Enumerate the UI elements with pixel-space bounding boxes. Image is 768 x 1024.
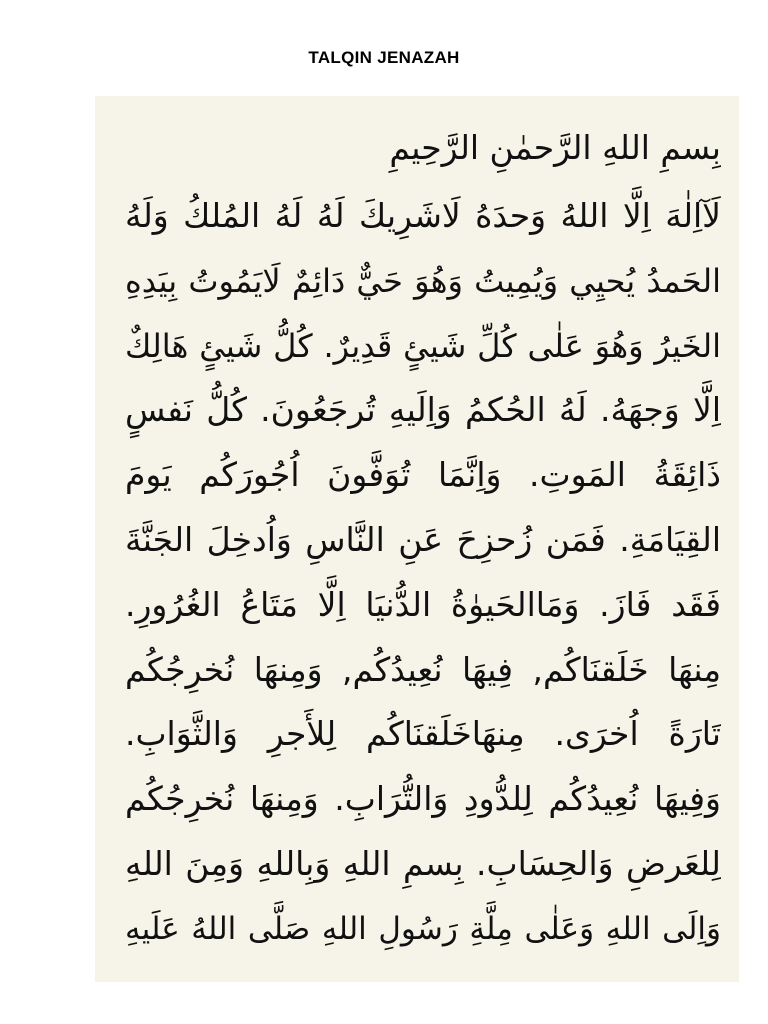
- text-line: فَقَد فَازَ. وَمَاالحَيوٰةُ الدُّنيَا اِلَّا مَتَاعُ الغُرُورِ.: [125, 584, 721, 624]
- text-line: الحَمدُ يُحيِي وَيُمِيتُ وَهُوَ حَيٌّ دَائِمٌ لَايَمُوتُ بِيَدِهِ: [125, 261, 721, 300]
- text-line: لَآاِلٰهَ اِلَّا اللهُ وَحدَهُ لَاشَرِيكَ لَهُ لَهُ المُلكُ وَلَهُ: [125, 196, 721, 235]
- text-line: وَاِلَى اللهِ وَعَلٰى مِلَّةِ رَسُولِ اللهِ صَلَّى اللهُ عَلَيهِ: [125, 910, 721, 947]
- text-line: مِنهَا خَلَقنَاكُم, فِيهَا نُعِيدُكُم, وَمِنهَا نُخرِجُكُم: [125, 649, 721, 689]
- text-line: الخَيرُ وَهُوَ عَلٰى كُلِّ شَيئٍ قَدِيرٌ. كُلُّ شَيئٍ هَالِكٌ: [125, 326, 721, 365]
- text-line: لِلعَرضِ وَالحِسَابِ. بِسمِ اللهِ وَبِاللهِ وَمِنَ اللهِ: [125, 843, 721, 883]
- text-line: القِيَامَةِ. فَمَن زُحزِحَ عَنِ النَّاسِ وَاُدخِلَ الجَنَّةَ: [125, 519, 721, 559]
- text-line: وَفِيهَا نُعِيدُكُم لِلدُّودِ وَالتُّرَابِ. وَمِنهَا نُخرِجُكُم: [125, 779, 721, 819]
- basmala-line: بِسمِ اللهِ الرَّحمٰنِ الرَّحِيمِ: [389, 128, 721, 167]
- text-line: اِلَّا وَجهَهُ. لَهُ الحُكمُ وَاِلَيهِ تُرجَعُونَ. كُلُّ نَفسٍ: [125, 390, 721, 430]
- text-line: تَارَةً اُخرَى. مِنهَاخَلَقنَاكُم لِلأَجرِ وَالثَّوَابِ.: [125, 714, 721, 754]
- arabic-text-block: [125, 112, 721, 962]
- arabic-text-scan: [95, 96, 739, 982]
- document-title: TALQIN JENAZAH: [308, 48, 460, 67]
- text-line: ذَائِقَةُ المَوتِ. وَاِنَّمَا تُوَفَّونَ اُجُورَكُم يَومَ: [125, 455, 721, 495]
